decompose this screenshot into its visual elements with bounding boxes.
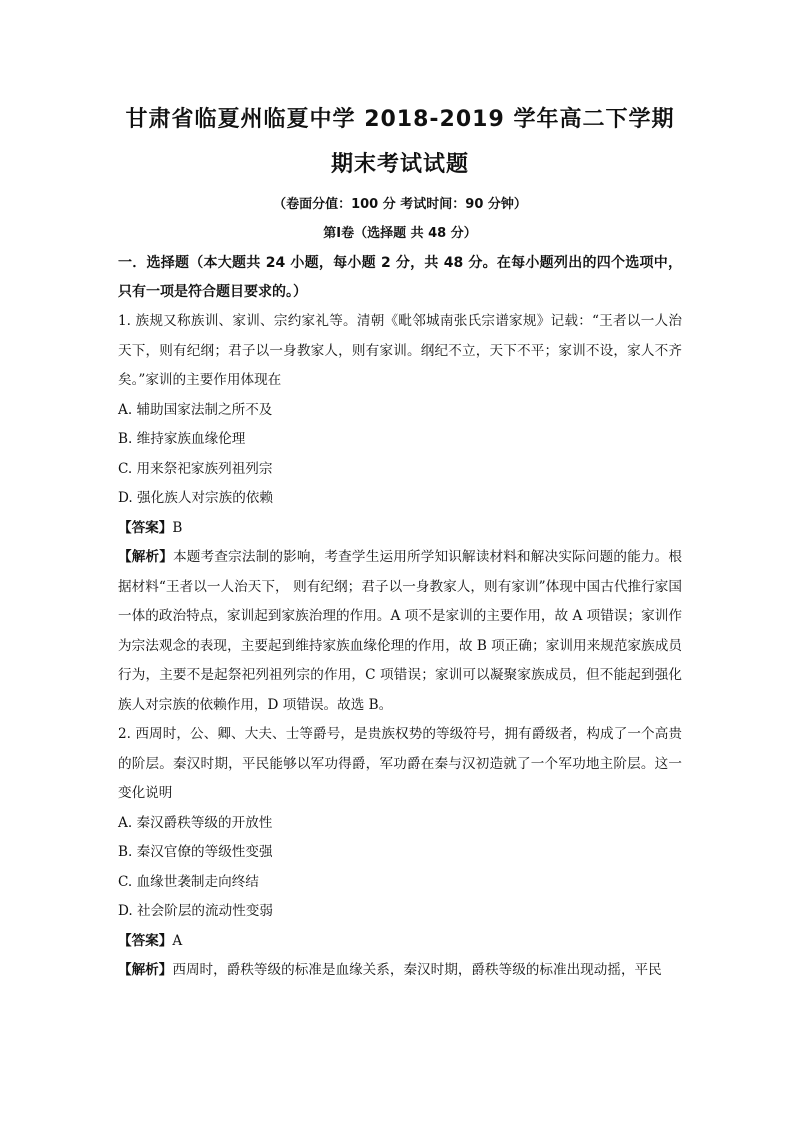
section-instruction: 一．选择题（本大题共 24 小题，每小题 2 分，共 48 分。在每小题列出的四个选项中，只有一项是符合题目要求的。） — [118, 255, 682, 300]
answer-line — [118, 514, 682, 544]
option-d: D. 强化族人对宗族的依赖 — [118, 490, 273, 506]
exam-meta: （卷面分值：100 分 考试时间：90 分钟） — [273, 197, 527, 212]
option-d: D. 社会阶层的流动性变弱 — [118, 903, 273, 919]
option-a: A. 辅助国家法制之所不及 — [118, 401, 273, 418]
analysis-label: 【解析】 — [118, 549, 174, 565]
document-title-line2: 期末考试试题 — [330, 152, 469, 177]
answer-line — [118, 927, 682, 957]
analysis-label: 【解析】 — [118, 962, 173, 978]
question-1 — [118, 307, 682, 720]
analysis-paragraph — [118, 543, 682, 720]
option-c: C. 用来祭祀家族列祖列宗 — [118, 460, 273, 477]
analysis-text: 本题考查宗法制的影响，考查学生运用所学知识解读材料和解决实际问题的能力。根据材料“王者以一人治天下， 则有纪纲；君子以一身教家人，则有家训”体现中国古代推行家国一体的政治特点，家训起到家族治理的作用。A 项不是家训的主要作用，故 A 项错误；家训作为宗法观念的表现，主要起到维持家族血缘伦理的作用，故 B 项正确；家训用来规范家族成员行为，主要不是起祭祀列祖列宗的作用，C 项错误；家训可以凝聚家族成员，但不能起到强化族人对宗族的依赖作用，D 项错误。故选 B。 — [118, 549, 683, 713]
answer-label: 【答案】 — [118, 519, 173, 536]
option-c: C. 血缘世袭制走向终结 — [118, 873, 259, 890]
answer-value: A — [172, 932, 183, 949]
option-b: B. 秦汉官僚的等级性变强 — [118, 844, 273, 860]
answer-value: B — [172, 519, 183, 536]
document-title-line1: 甘肃省临夏州临夏中学 2018-2019 学年高二下学期 — [125, 107, 675, 132]
analysis-text: 西周时，爵秩等级的标准是血缘关系，秦汉时期，爵秩等级的标准出现动摇，平民 — [172, 962, 662, 978]
option-a: A. 秦汉爵秩等级的开放性 — [118, 814, 273, 831]
option-b: B. 维持家族血缘伦理 — [118, 431, 246, 447]
question-stem: 1. 族规又称族训、家训、宗约家礼等。清朝《毗邻城南张氏宗谱家规》记载：“王者以一人治天下，则有纪纲；君子以一身教家人，则有家训。纲纪不立，天下不平；家训不设，家人不齐矣。”家训的主要作用体现在 — [118, 313, 682, 388]
answer-label: 【答案】 — [118, 932, 173, 949]
question-2 — [118, 720, 682, 986]
analysis-paragraph — [118, 956, 682, 986]
section-heading: 第Ⅰ卷（选择题 共 48 分） — [323, 226, 477, 241]
question-stem: 2. 西周时，公、卿、大夫、士等爵号，是贵族权势的等级符号，拥有爵级者，构成了一个高贵的阶层。秦汉时期，平民能够以军功得爵，军功爵在秦与汉初造就了一个军功地主阶层。这一变化说明 — [118, 726, 682, 801]
